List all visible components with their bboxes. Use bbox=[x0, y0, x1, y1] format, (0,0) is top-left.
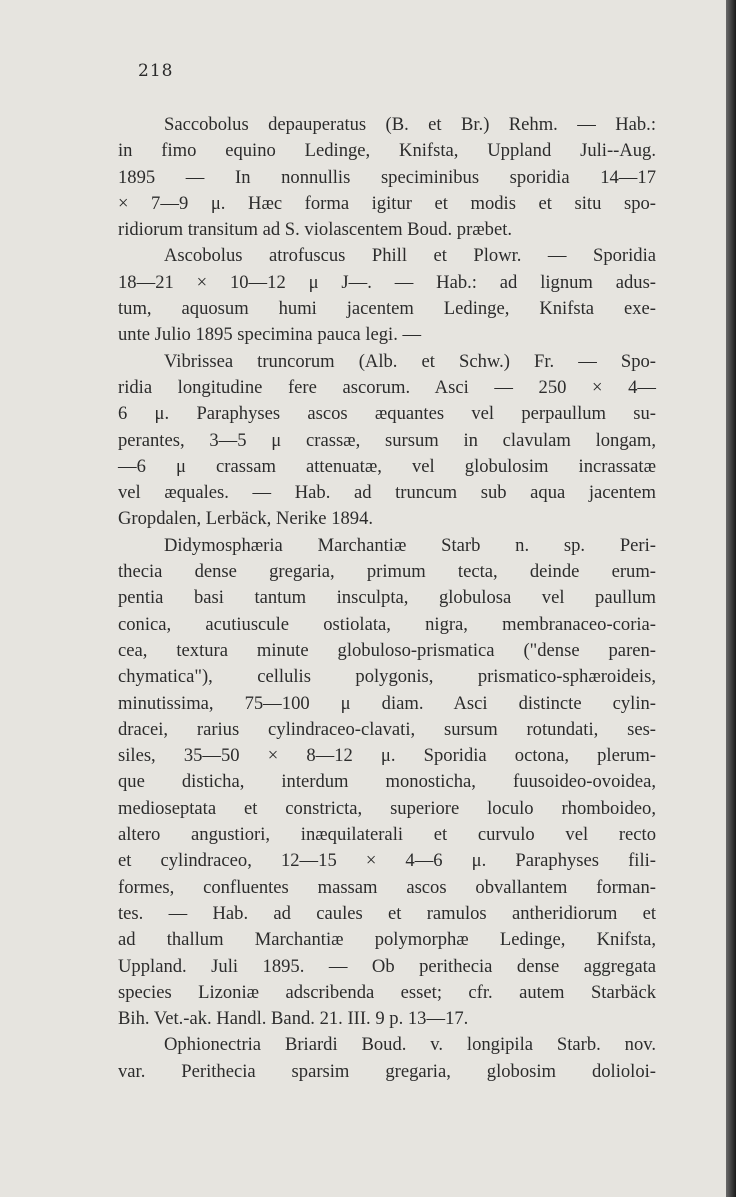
text-line: ad thallum Marchantiæ polymorphæ Ledinge, Knifsta, bbox=[118, 929, 656, 951]
text-line: chymatica"), cellulis polygonis, prismatico-sphæroideis, bbox=[118, 666, 656, 688]
text-line: ridia longitudine fere ascorum. Asci — 250 × 4— bbox=[118, 376, 656, 398]
text-line: tum, aquosum humi jacentem Ledinge, Knifsta exe- bbox=[118, 298, 656, 320]
text-line: altero angustiori, inæquilaterali et curvulo vel recto bbox=[118, 824, 656, 846]
text-line: Vibrissea truncorum (Alb. et Schw.) Fr. — Spo- bbox=[164, 350, 656, 372]
text-line: unte Julio 1895 specimina pauca legi. — bbox=[118, 324, 422, 346]
text-line: tes. — Hab. ad caules et ramulos antheridiorum et bbox=[118, 902, 656, 924]
text-line: Ophionectria Briardi Boud. v. longipila Starb. nov. bbox=[164, 1034, 656, 1056]
text-line: 6 μ. Paraphyses ascos æquantes vel perpaullum su- bbox=[118, 403, 656, 425]
text-line: —6 μ crassam attenuatæ, vel globulosim incrassatæ bbox=[118, 455, 656, 477]
text-line: Bih. Vet.-ak. Handl. Band. 21. III. 9 p. 13—17. bbox=[118, 1008, 469, 1030]
text-line: 18—21 × 10—12 μ J—. — Hab.: ad lignum adus- bbox=[118, 271, 656, 293]
body-text bbox=[118, 112, 656, 1085]
text-line: species Lizoniæ adscribenda esset; cfr. autem Starbäck bbox=[118, 981, 656, 1003]
text-line: que disticha, interdum monosticha, fuusoideo-ovoidea, bbox=[118, 771, 656, 793]
text-line: 1895 — In nonnullis speciminibus sporidia 14—17 bbox=[118, 166, 656, 188]
text-line: Gropdalen, Lerbäck, Nerike 1894. bbox=[118, 508, 374, 530]
text-line: et cylindraceo, 12—15 × 4—6 μ. Paraphyses fili- bbox=[118, 850, 656, 872]
text-line: vel æquales. — Hab. ad truncum sub aqua jacentem bbox=[118, 482, 656, 504]
text-line: conica, acutiuscule ostiolata, nigra, membranaceo-coria- bbox=[118, 613, 656, 635]
text-line: dracei, rarius cylindraceo-clavati, sursum rotundati, ses- bbox=[118, 718, 656, 740]
text-line: Saccobolus depauperatus (B. et Br.) Rehm. — Hab.: bbox=[164, 114, 656, 135]
text-line: in fimo equino Ledinge, Knifsta, Uppland Juli--Aug. bbox=[118, 140, 656, 162]
text-line: cea, textura minute globuloso-prismatica ("dense paren- bbox=[118, 639, 656, 661]
text-line: siles, 35—50 × 8—12 μ. Sporidia octona, plerum- bbox=[118, 745, 656, 767]
text-line: minutissima, 75—100 μ diam. Asci distincte cylin- bbox=[118, 692, 656, 714]
text-line: ridiorum transitum ad S. violascentem Boud. præbet. bbox=[118, 219, 513, 241]
text-line: Didymosphæria Marchantiæ Starb n. sp. Peri- bbox=[164, 534, 656, 556]
page-edge-shadow bbox=[726, 0, 736, 1197]
text-line: Uppland. Juli 1895. — Ob perithecia dense aggregata bbox=[118, 955, 656, 977]
text-line: medioseptata et constricta, superiore loculo rhomboideo, bbox=[118, 797, 656, 819]
text-line: pentia basi tantum insculpta, globulosa vel paullum bbox=[118, 587, 656, 609]
text-line: formes, confluentes massam ascos obvallantem forman- bbox=[118, 876, 656, 898]
page-number: 218 bbox=[138, 61, 174, 81]
text-line: thecia dense gregaria, primum tecta, deinde erum- bbox=[118, 561, 656, 583]
text-line: × 7—9 μ. Hæc forma igitur et modis et situ spo- bbox=[118, 192, 656, 214]
text-line: Ascobolus atrofuscus Phill et Plowr. — Sporidia bbox=[164, 245, 656, 267]
text-line: perantes, 3—5 μ crassæ, sursum in clavulam longam, bbox=[118, 429, 656, 451]
text-line: var. Perithecia sparsim gregaria, globosim dolioloi- bbox=[118, 1060, 656, 1082]
